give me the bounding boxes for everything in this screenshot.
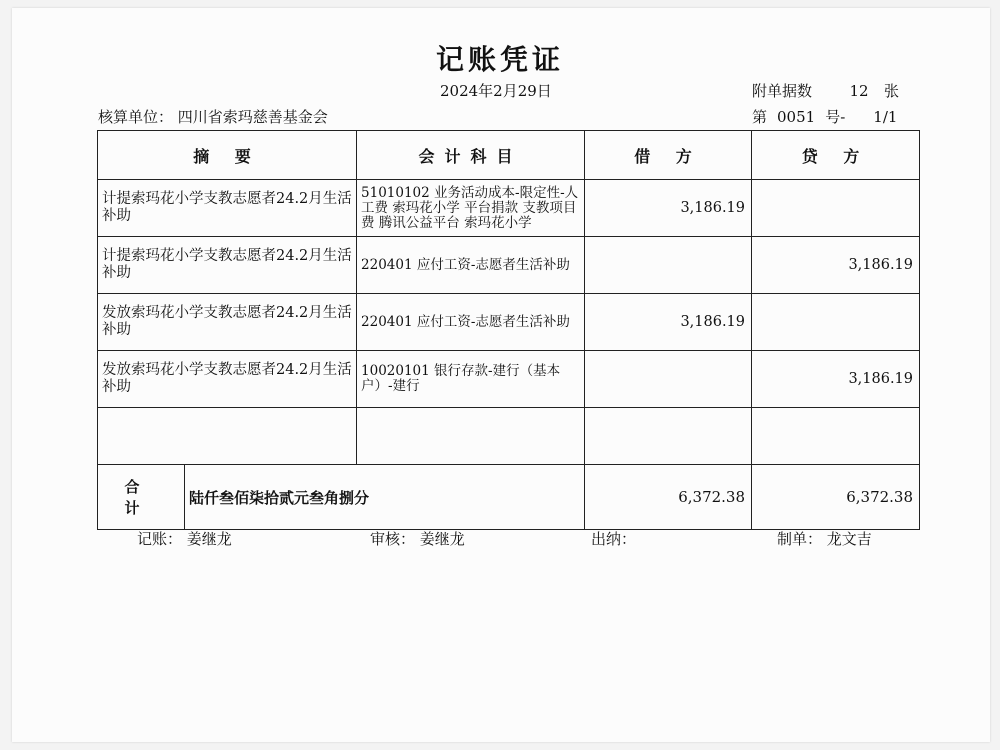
entry-debit [585,237,752,294]
footer-preparer: 制单： 龙文吉 [777,530,872,548]
total-debit: 6,372.38 [585,465,752,530]
entry-account: 51010102 业务活动成本-限定性-人工费 索玛花小学 平台捐款 支教项目费 腾讯公益平台 索玛花小学 [357,180,585,237]
footer-auditor: 审核： 姜继龙 [370,530,465,548]
entry-debit [585,351,752,408]
entry-account: 220401 应付工资-志愿者生活补助 [357,237,585,294]
footer-cashier: 出纳： [591,530,637,548]
total-row [98,465,920,530]
header-debit: 借 方 [585,131,752,180]
entry-credit [752,180,920,237]
total-amount-words: 陆仟叁佰柒拾贰元叁角捌分 [185,465,585,530]
voucher-page: 1/1 [873,108,898,126]
entry-debit [585,408,752,465]
attachments-unit: 张 [884,82,900,100]
voucher-date: 2024年2月29日 [440,82,552,100]
voucher-number-value: 0051 [777,108,816,126]
entry-summary: 发放索玛花小学支教志愿者24.2月生活补助 [98,294,357,351]
total-label: 合 计 [98,465,185,530]
table-row [98,180,920,237]
entry-debit: 3,186.19 [585,294,752,351]
table-row [98,351,920,408]
entry-credit: 3,186.19 [752,237,920,294]
entry-debit: 3,186.19 [585,180,752,237]
accounting-unit-name: 四川省索玛慈善基金会 [177,108,328,126]
attachments-label: 附单据数 [752,82,813,100]
accounting-unit [98,106,328,127]
footer-bookkeeper: 记账： 姜继龙 [137,530,232,548]
table-row [98,294,920,351]
voucher-number-prefix: 第 [752,108,768,126]
entry-account: 220401 应付工资-志愿者生活补助 [357,294,585,351]
entry-summary: 发放索玛花小学支教志愿者24.2月生活补助 [98,351,357,408]
voucher-title: 记账凭证 [435,43,564,76]
header-account: 会计科目 [357,131,585,180]
table-row [98,237,920,294]
entry-summary: 计提索玛花小学支教志愿者24.2月生活补助 [98,180,357,237]
entry-account: 10020101 银行存款-建行（基本户）-建行 [357,351,585,408]
table-row-empty [98,408,920,465]
entry-credit [752,408,920,465]
total-credit: 6,372.38 [752,465,920,530]
attachments-count [752,80,899,101]
entry-credit [752,294,920,351]
entry-account [357,408,585,465]
entry-credit: 3,186.19 [752,351,920,408]
voucher-number [752,106,897,127]
header-summary: 摘 要 [98,131,357,180]
entry-summary: 计提索玛花小学支教志愿者24.2月生活补助 [98,237,357,294]
voucher-number-suffix: 号- [825,108,846,126]
accounting-unit-label: 核算单位： [98,108,174,126]
entry-summary [98,408,357,465]
voucher-table [97,130,920,530]
table-header-row [98,131,920,180]
attachments-number: 12 [849,82,869,100]
header-credit: 贷 方 [752,131,920,180]
